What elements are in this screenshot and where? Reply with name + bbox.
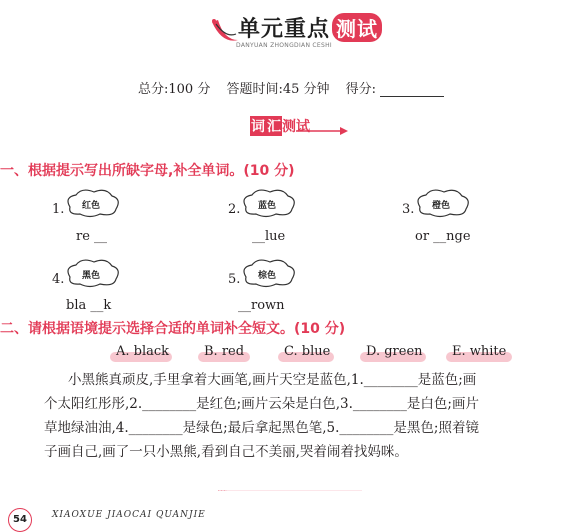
q1-item4-number: 4. — [52, 272, 65, 287]
option-d: D. green — [366, 344, 423, 359]
footer-divider — [0, 490, 580, 491]
score-info — [138, 78, 444, 97]
footer-text: XIAOXUE JIAOCAI QUANJIE — [52, 510, 206, 520]
section-title-part3: 测试 — [282, 119, 310, 135]
option-e: E. white — [452, 344, 507, 359]
score-blank[interactable] — [380, 84, 444, 97]
q1-item1-word[interactable]: re __ — [76, 229, 108, 244]
q1-item4-word[interactable]: bla __k — [66, 298, 112, 313]
section-title-part2: 汇 — [266, 116, 282, 136]
page-title — [238, 12, 382, 43]
q1-item5-word[interactable]: __rown — [238, 298, 285, 313]
passage-line: 小黑熊真顽皮,手里拿着大画笔,画片天空是蓝色,1.________是蓝色;画 — [68, 372, 477, 388]
option-a: A. black — [116, 344, 170, 359]
time-limit: 答题时间:45 分钟 — [226, 82, 330, 97]
option-b: B. red — [204, 344, 245, 359]
q1-item4-hint: 黑色 — [82, 271, 101, 281]
q1-item1-number: 1. — [52, 202, 65, 217]
passage-line: 子画自己,画了一只小黑熊,看到自己不美丽,哭着闹着找妈咪。 — [44, 444, 408, 460]
title-text: 单元重点 — [238, 17, 331, 42]
option-c: C. blue — [284, 344, 331, 359]
passage-line: 草地绿油油,4.________是绿色;最后拿起黑色笔,5.________是黑色;照着镜 — [44, 420, 479, 436]
q1-item2-hint: 蓝色 — [258, 201, 277, 211]
arrow-icon — [296, 126, 348, 136]
q1-item5-number: 5. — [228, 272, 241, 287]
title-highlight: 测试 — [332, 13, 382, 42]
total-score: 总分:100 分 — [138, 82, 211, 97]
passage-line: 个太阳红彤彤,2.________是红色;画片云朵是白色,3.________是白色;画片 — [44, 396, 479, 412]
q1-item2-number: 2. — [228, 202, 241, 217]
page-subtitle: DANYUAN ZHONGDIAN CESHI — [236, 42, 333, 49]
q1-item1-hint: 红色 — [82, 201, 101, 211]
score-label: 得分: — [345, 82, 377, 97]
q1-item3-word[interactable]: or __nge — [415, 229, 471, 244]
q1-item3-number: 3. — [402, 202, 415, 217]
page-number: 54 — [8, 508, 32, 532]
question2-heading: 二、请根据语境提示选择合适的单词补全短文。(10 分) — [0, 321, 346, 337]
q1-item2-word[interactable]: __lue — [252, 229, 286, 244]
q1-item5-hint: 棕色 — [258, 271, 277, 281]
question1-heading: 一、根据提示写出所缺字母,补全单词。(10 分) — [0, 163, 295, 179]
q1-item3-hint: 橙色 — [432, 201, 451, 211]
section-title-part1: 词 — [250, 116, 266, 136]
